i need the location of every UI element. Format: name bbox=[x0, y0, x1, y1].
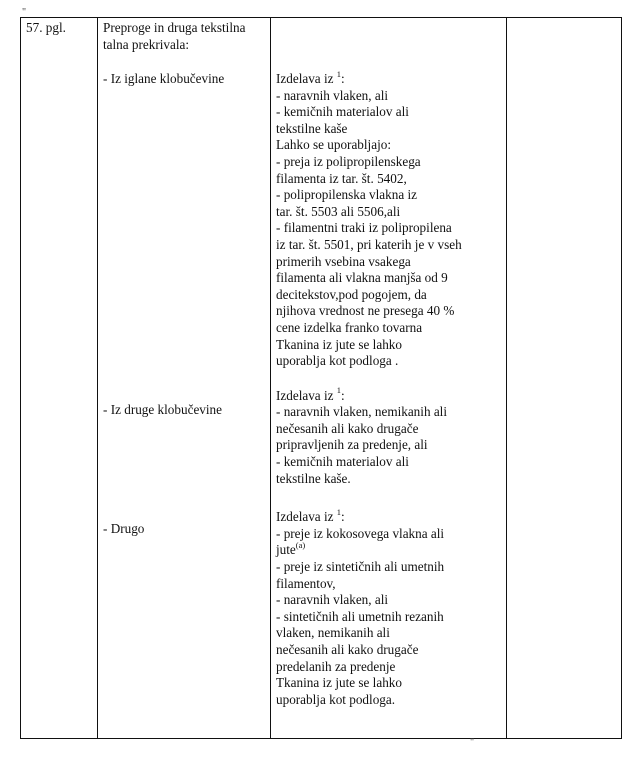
intro-row1: Izdelava iz $^1$: bbox=[276, 68, 345, 86]
origin-cell bbox=[507, 18, 622, 739]
text-line: pripravljenih za predenje, ali bbox=[276, 437, 428, 453]
heading-line-2: talna prekrivala: bbox=[103, 36, 190, 52]
text-line: filamentov, bbox=[276, 575, 336, 591]
heading-line-1: Preproge in druga tekstilna bbox=[103, 20, 246, 35]
text-line: filamenta iz tar. št. 5402, bbox=[276, 170, 407, 186]
text-line-jute: jute$^{(a)}$ bbox=[276, 540, 306, 558]
text-line: Tkanina iz jute se lahko bbox=[276, 336, 402, 352]
text-line: - naravnih vlaken, ali bbox=[276, 592, 389, 608]
text-line: - preja iz polipropilenskega bbox=[276, 153, 421, 169]
intro-row2: Izdelava iz $^1$: bbox=[276, 385, 345, 403]
working-cell bbox=[271, 18, 507, 739]
text-line: primerih vsebina vsakega bbox=[276, 253, 411, 269]
text-line: Tkanina iz jute se lahko bbox=[276, 675, 402, 691]
text-line: njihova vrednost ne presega 40 % bbox=[276, 303, 455, 319]
text-line: nečesanih ali kako drugače bbox=[276, 642, 419, 657]
quote-mark-bottom: " bbox=[470, 737, 475, 748]
rules-table bbox=[20, 17, 622, 739]
item-iglane: - Iz iglane klobučevine bbox=[103, 71, 225, 87]
text-line: tekstilne kaše bbox=[276, 120, 348, 136]
item-drugo: - Drugo bbox=[103, 521, 145, 537]
chapter-number: 57. pgl. bbox=[26, 20, 66, 35]
text-line: - preje iz sintetičnih ali umetnih bbox=[276, 559, 445, 575]
text-line: Lahko se uporabljajo: bbox=[276, 137, 391, 153]
text-line: - polipropilenska vlakna iz bbox=[276, 187, 417, 203]
text-line: - sintetičnih ali umetnih rezanih bbox=[276, 608, 444, 624]
text-line: - filamentni traki iz polipropilena bbox=[276, 220, 452, 236]
text-line: filamenta ali vlakna manjša od 9 bbox=[276, 270, 448, 286]
text-line: uporablja kot podloga . bbox=[276, 353, 399, 369]
text-line: cene izdelka franko tovarna bbox=[276, 319, 423, 335]
item-druge: - Iz druge klobučevine bbox=[103, 401, 223, 417]
text-line: - kemičnih materialov ali bbox=[276, 104, 409, 120]
text-line: - preje iz kokosovega vlakna ali bbox=[276, 525, 445, 541]
text-line: - naravnih vlaken, nemikanih ali bbox=[276, 404, 448, 420]
text-line: tekstilne kaše. bbox=[276, 470, 351, 486]
text-line: predelanih za predenje bbox=[276, 658, 396, 674]
text-line: - kemičnih materialov ali bbox=[276, 454, 409, 470]
description-cell bbox=[98, 18, 271, 739]
text-line: iz tar. št. 5501, pri katerih je v vseh bbox=[276, 236, 462, 252]
chapter-cell bbox=[21, 18, 98, 739]
text-line: uporablja kot podloga. bbox=[276, 691, 396, 707]
quote-mark-top: " bbox=[22, 7, 27, 18]
text-line: vlaken, nemikanih ali bbox=[276, 625, 390, 641]
text-line: tar. št. 5503 ali 5506,ali bbox=[276, 203, 401, 219]
footnote-marker: (a) bbox=[295, 540, 306, 551]
text-line: - naravnih vlaken, ali bbox=[276, 87, 389, 103]
text-line: nečesanih ali kako drugače bbox=[276, 420, 419, 436]
table-row bbox=[21, 18, 622, 739]
intro-row3: Izdelava iz $^1$: bbox=[276, 506, 345, 525]
text-line: decitekstov,pod pogojem, da bbox=[276, 286, 427, 302]
